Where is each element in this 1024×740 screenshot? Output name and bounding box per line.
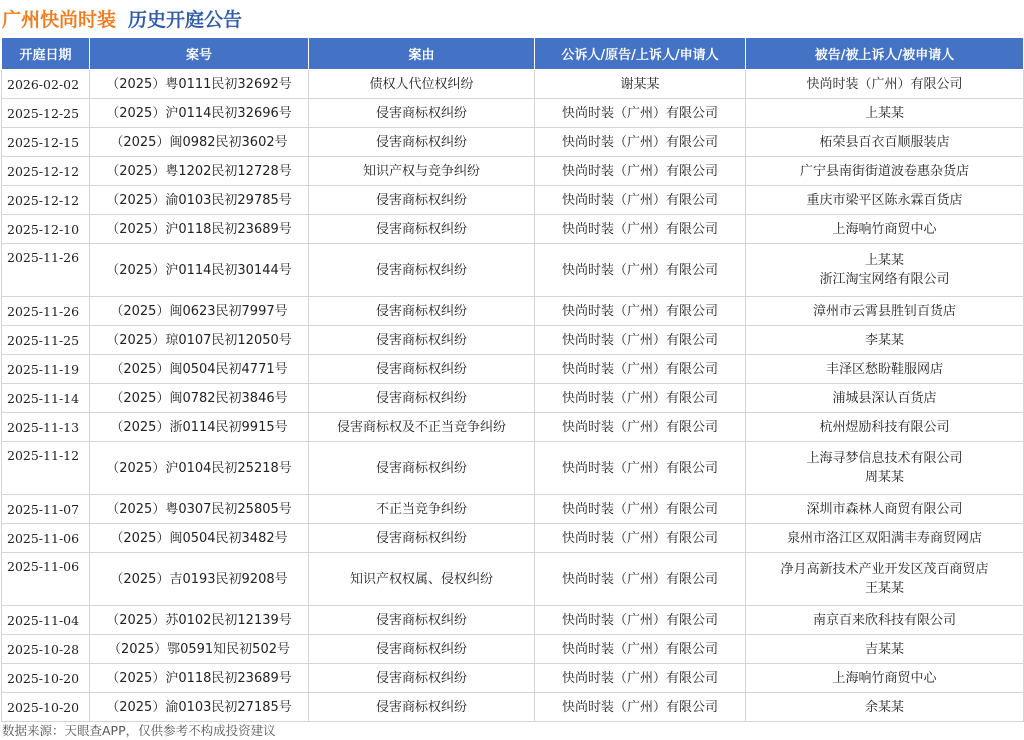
cell-text: 上海寻梦信息技术有限公司 — [806, 451, 963, 466]
cell-text: （2025）闽0504民初4771号 — [110, 361, 288, 377]
cell-case-number — [90, 128, 309, 157]
cell-defendant — [746, 495, 1024, 524]
cell-text: 2025-10-20 — [7, 699, 80, 715]
cell-text: 重庆市梁平区陈永霖百货店 — [806, 192, 963, 208]
cell-defendant — [746, 606, 1024, 635]
cell-defendant — [746, 693, 1024, 722]
cell-text: 侵害商标权纠纷 — [375, 192, 467, 208]
cell-text: 周某某 — [864, 470, 904, 485]
cell-defendant — [746, 186, 1024, 215]
cell-text: 南京百来欣科技有限公司 — [812, 612, 956, 628]
cell-cause — [309, 524, 535, 553]
table-row — [2, 442, 1024, 495]
table-header-row — [2, 38, 1024, 70]
court-notice-table — [1, 37, 1024, 722]
cell-text: 深圳市森林人商贸有限公司 — [806, 501, 963, 517]
cell-text: 2025-11-12 — [7, 448, 80, 463]
cell-text: 快尚时装（广州）有限公司 — [561, 221, 718, 237]
table-row — [2, 70, 1024, 99]
cell-defendant — [746, 384, 1024, 413]
cell-cause — [309, 635, 535, 664]
cell-text: 2025-11-06 — [7, 559, 80, 574]
cell-text: 吉某某 — [864, 641, 904, 657]
cell-case-number — [90, 635, 309, 664]
cell-text: （2025）沪0118民初23689号 — [106, 670, 292, 686]
cell-case-number — [90, 524, 309, 553]
cell-defendant — [746, 442, 1024, 495]
cell-text: 快尚时装（广州）有限公司 — [561, 105, 718, 121]
cell-text: 快尚时装（广州）有限公司 — [561, 612, 718, 628]
cell-plaintiff — [535, 384, 746, 413]
cell-plaintiff — [535, 413, 746, 442]
cell-text: 2025-11-04 — [7, 612, 80, 628]
cell-text: （2025）渝0103民初27185号 — [106, 699, 292, 715]
cell-defendant — [746, 244, 1024, 297]
cell-defendant — [746, 355, 1024, 384]
cell-date — [2, 606, 90, 635]
cell-text: 杭州煜励科技有限公司 — [819, 419, 950, 435]
cell-text: 侵害商标权纠纷 — [375, 641, 467, 657]
table-row — [2, 186, 1024, 215]
cell-text: 2025-12-12 — [7, 163, 80, 179]
cell-case-number — [90, 413, 309, 442]
cell-text: （2025）苏0102民初12139号 — [106, 612, 292, 628]
cell-text: 丰泽区愁盼鞋服网店 — [825, 361, 943, 377]
cell-text: 快尚时装（广州）有限公司 — [561, 192, 718, 208]
cell-text: 快尚时装（广州）有限公司 — [561, 460, 718, 476]
cell-text: 浦城县深认百货店 — [832, 390, 937, 406]
cell-defendant — [746, 553, 1024, 606]
cell-text: 浙江淘宝网络有限公司 — [819, 272, 950, 287]
table-row — [2, 384, 1024, 413]
table-row — [2, 693, 1024, 722]
page-title: 历史开庭公告 — [128, 8, 243, 31]
cell-defendant — [746, 70, 1024, 99]
cell-case-number — [90, 495, 309, 524]
cell-plaintiff — [535, 157, 746, 186]
cell-case-number — [90, 355, 309, 384]
table-row — [2, 413, 1024, 442]
cell-text: 2025-12-15 — [7, 134, 80, 150]
cell-cause — [309, 693, 535, 722]
cell-plaintiff — [535, 99, 746, 128]
cell-text: 侵害商标权纠纷 — [375, 221, 467, 237]
cell-text: （2025）闽0504民初3482号 — [110, 530, 288, 546]
column-header-date: 开庭日期 — [2, 38, 90, 70]
cell-defendant — [746, 664, 1024, 693]
cell-text: 余某某 — [864, 699, 904, 715]
cell-text: 净月高新技术产业开发区茂百商贸店 — [780, 562, 989, 577]
cell-cause — [309, 128, 535, 157]
cell-text: 侵害商标权纠纷 — [375, 612, 467, 628]
cell-defendant — [746, 326, 1024, 355]
cell-text: 谢某某 — [620, 76, 660, 92]
column-header-case-number: 案号 — [90, 38, 309, 70]
cell-defendant — [746, 157, 1024, 186]
cell-text: 广宁县南街街道波卷惠杂货店 — [799, 163, 969, 179]
cell-plaintiff — [535, 70, 746, 99]
cell-defendant — [746, 215, 1024, 244]
table-row — [2, 326, 1024, 355]
cell-text: 上某某 — [864, 105, 904, 121]
cell-text: 快尚时装（广州）有限公司 — [561, 332, 718, 348]
cell-case-number — [90, 186, 309, 215]
cell-cause — [309, 495, 535, 524]
table-row — [2, 128, 1024, 157]
table-row — [2, 524, 1024, 553]
cell-plaintiff — [535, 186, 746, 215]
cell-cause — [309, 413, 535, 442]
cell-cause — [309, 442, 535, 495]
page-header — [0, 0, 1024, 36]
cell-text: 快尚时装（广州）有限公司 — [561, 641, 718, 657]
cell-case-number — [90, 70, 309, 99]
cell-text: 2025-11-14 — [7, 390, 80, 406]
cell-plaintiff — [535, 297, 746, 326]
cell-date — [2, 442, 90, 495]
cell-date — [2, 186, 90, 215]
cell-text: 侵害商标权纠纷 — [375, 134, 467, 150]
cell-date — [2, 635, 90, 664]
cell-text: 2025-11-26 — [7, 303, 80, 319]
cell-text: （2025）沪0114民初30144号 — [106, 262, 292, 278]
table-row — [2, 297, 1024, 326]
cell-text: 2025-12-10 — [7, 221, 80, 237]
cell-date — [2, 355, 90, 384]
table-row — [2, 635, 1024, 664]
cell-text: 2026-02-02 — [7, 76, 80, 92]
column-header-cause: 案由 — [309, 38, 535, 70]
cell-text: 不正当竞争纠纷 — [375, 501, 467, 517]
cell-text: 侵害商标权及不正当竞争纠纷 — [336, 419, 506, 435]
cell-cause — [309, 664, 535, 693]
cell-text: 侵害商标权纠纷 — [375, 361, 467, 377]
cell-text: 李某某 — [864, 332, 904, 348]
cell-date — [2, 413, 90, 442]
cell-cause — [309, 297, 535, 326]
cell-text: 侵害商标权纠纷 — [375, 105, 467, 121]
cell-text: 侵害商标权纠纷 — [375, 262, 467, 278]
cell-text: 快尚时装（广州）有限公司 — [561, 699, 718, 715]
cell-case-number — [90, 384, 309, 413]
cell-text: 泉州市洛江区双阳满丰寿商贸网店 — [786, 530, 982, 546]
cell-date — [2, 157, 90, 186]
cell-cause — [309, 70, 535, 99]
cell-text: 上某某 — [864, 253, 904, 268]
data-source-note: 数据来源：天眼查APP，仅供参考不构成投资建议 — [2, 723, 276, 738]
cell-text: 2025-10-28 — [7, 641, 80, 657]
cell-text: 快尚时装（广州）有限公司 — [561, 501, 718, 517]
cell-text: 快尚时装（广州）有限公司 — [806, 76, 963, 92]
cell-defendant — [746, 297, 1024, 326]
cell-plaintiff — [535, 128, 746, 157]
cell-text: （2025）琼0107民初12050号 — [106, 332, 292, 348]
cell-text: 2025-11-06 — [7, 530, 80, 546]
cell-cause — [309, 215, 535, 244]
cell-defendant — [746, 413, 1024, 442]
court-notice-table-container — [1, 37, 1023, 722]
cell-text: 2025-12-25 — [7, 105, 80, 121]
cell-text: 知识产权与竞争纠纷 — [362, 163, 480, 179]
cell-text: 2025-11-19 — [7, 361, 80, 377]
cell-text: 快尚时装（广州）有限公司 — [561, 361, 718, 377]
cell-text: （2025）吉0193民初9208号 — [110, 571, 288, 587]
cell-case-number — [90, 99, 309, 128]
cell-plaintiff — [535, 215, 746, 244]
cell-text: 快尚时装（广州）有限公司 — [561, 419, 718, 435]
cell-text: 侵害商标权纠纷 — [375, 303, 467, 319]
cell-text: 上海响竹商贸中心 — [832, 670, 937, 686]
cell-text: （2025）粤0307民初25805号 — [106, 501, 292, 517]
cell-text: 2025-10-20 — [7, 670, 80, 686]
cell-text: 漳州市云霄县胜钊百货店 — [812, 303, 956, 319]
cell-text: （2025）粤0111民初32692号 — [106, 76, 292, 92]
cell-text: 快尚时装（广州）有限公司 — [561, 390, 718, 406]
table-row — [2, 215, 1024, 244]
cell-text: （2025）闽0782民初3846号 — [110, 390, 288, 406]
cell-text: 快尚时装（广州）有限公司 — [561, 530, 718, 546]
cell-date — [2, 297, 90, 326]
cell-case-number — [90, 606, 309, 635]
cell-case-number — [90, 297, 309, 326]
cell-case-number — [90, 664, 309, 693]
cell-date — [2, 326, 90, 355]
table-row — [2, 664, 1024, 693]
cell-case-number — [90, 693, 309, 722]
cell-date — [2, 70, 90, 99]
cell-cause — [309, 553, 535, 606]
table-row — [2, 553, 1024, 606]
table-row — [2, 157, 1024, 186]
cell-cause — [309, 186, 535, 215]
cell-plaintiff — [535, 244, 746, 297]
cell-text: （2025）闽0623民初7997号 — [110, 303, 288, 319]
cell-case-number — [90, 244, 309, 297]
cell-text: 快尚时装（广州）有限公司 — [561, 262, 718, 278]
cell-text: （2025）鄂0591知民初502号 — [108, 641, 290, 657]
cell-plaintiff — [535, 355, 746, 384]
company-name: 广州快尚时装 — [2, 8, 117, 31]
cell-text: 快尚时装（广州）有限公司 — [561, 163, 718, 179]
cell-text: 快尚时装（广州）有限公司 — [561, 134, 718, 150]
cell-cause — [309, 326, 535, 355]
cell-case-number — [90, 442, 309, 495]
cell-plaintiff — [535, 693, 746, 722]
cell-date — [2, 215, 90, 244]
cell-text: 2025-12-12 — [7, 192, 80, 208]
cell-date — [2, 664, 90, 693]
table-row — [2, 495, 1024, 524]
cell-cause — [309, 384, 535, 413]
cell-text: （2025）沪0104民初25218号 — [106, 460, 292, 476]
cell-text: 2025-11-25 — [7, 332, 80, 348]
cell-defendant — [746, 99, 1024, 128]
cell-text: 侵害商标权纠纷 — [375, 530, 467, 546]
cell-defendant — [746, 128, 1024, 157]
cell-plaintiff — [535, 553, 746, 606]
table-row — [2, 355, 1024, 384]
table-body — [2, 70, 1024, 722]
cell-cause — [309, 355, 535, 384]
cell-text: （2025）沪0118民初23689号 — [106, 221, 292, 237]
cell-cause — [309, 244, 535, 297]
cell-plaintiff — [535, 326, 746, 355]
cell-text: 知识产权权属、侵权纠纷 — [349, 571, 493, 587]
cell-date — [2, 495, 90, 524]
cell-defendant — [746, 635, 1024, 664]
cell-text: 2025-11-07 — [7, 501, 80, 517]
cell-text: 侵害商标权纠纷 — [375, 332, 467, 348]
cell-text: 侵害商标权纠纷 — [375, 460, 467, 476]
cell-text: （2025）沪0114民初32696号 — [106, 105, 292, 121]
cell-case-number — [90, 553, 309, 606]
cell-plaintiff — [535, 524, 746, 553]
cell-plaintiff — [535, 664, 746, 693]
cell-text: 债权人代位权纠纷 — [369, 76, 474, 92]
cell-date — [2, 384, 90, 413]
column-header-plaintiff: 公诉人/原告/上诉人/申请人 — [535, 38, 746, 70]
cell-date — [2, 244, 90, 297]
cell-text: 王某某 — [864, 581, 904, 596]
cell-case-number — [90, 326, 309, 355]
cell-plaintiff — [535, 495, 746, 524]
table-row — [2, 244, 1024, 297]
cell-text: 快尚时装（广州）有限公司 — [561, 303, 718, 319]
cell-text: （2025）浙0114民初9915号 — [110, 419, 288, 435]
cell-case-number — [90, 157, 309, 186]
table-row — [2, 99, 1024, 128]
cell-date — [2, 693, 90, 722]
cell-text: 快尚时装（广州）有限公司 — [561, 670, 718, 686]
cell-text: 2025-11-13 — [7, 419, 80, 435]
cell-text: 侵害商标权纠纷 — [375, 699, 467, 715]
cell-date — [2, 553, 90, 606]
cell-text: （2025）渝0103民初29785号 — [106, 192, 292, 208]
cell-date — [2, 99, 90, 128]
cell-cause — [309, 99, 535, 128]
cell-date — [2, 524, 90, 553]
cell-defendant — [746, 524, 1024, 553]
cell-text: 上海响竹商贸中心 — [832, 221, 937, 237]
cell-case-number — [90, 215, 309, 244]
cell-plaintiff — [535, 442, 746, 495]
cell-cause — [309, 157, 535, 186]
cell-text: 侵害商标权纠纷 — [375, 670, 467, 686]
cell-text: 侵害商标权纠纷 — [375, 390, 467, 406]
column-header-defendant: 被告/被上诉人/被申请人 — [746, 38, 1024, 70]
table-row — [2, 606, 1024, 635]
cell-date — [2, 128, 90, 157]
cell-text: （2025）粤1202民初12728号 — [106, 163, 292, 179]
cell-text: 柘荣县百衣百顺服装店 — [819, 134, 950, 150]
cell-plaintiff — [535, 635, 746, 664]
cell-text: 快尚时装（广州）有限公司 — [561, 571, 718, 587]
cell-cause — [309, 606, 535, 635]
cell-text: 2025-11-26 — [7, 250, 80, 265]
cell-text: （2025）闽0982民初3602号 — [110, 134, 288, 150]
cell-plaintiff — [535, 606, 746, 635]
